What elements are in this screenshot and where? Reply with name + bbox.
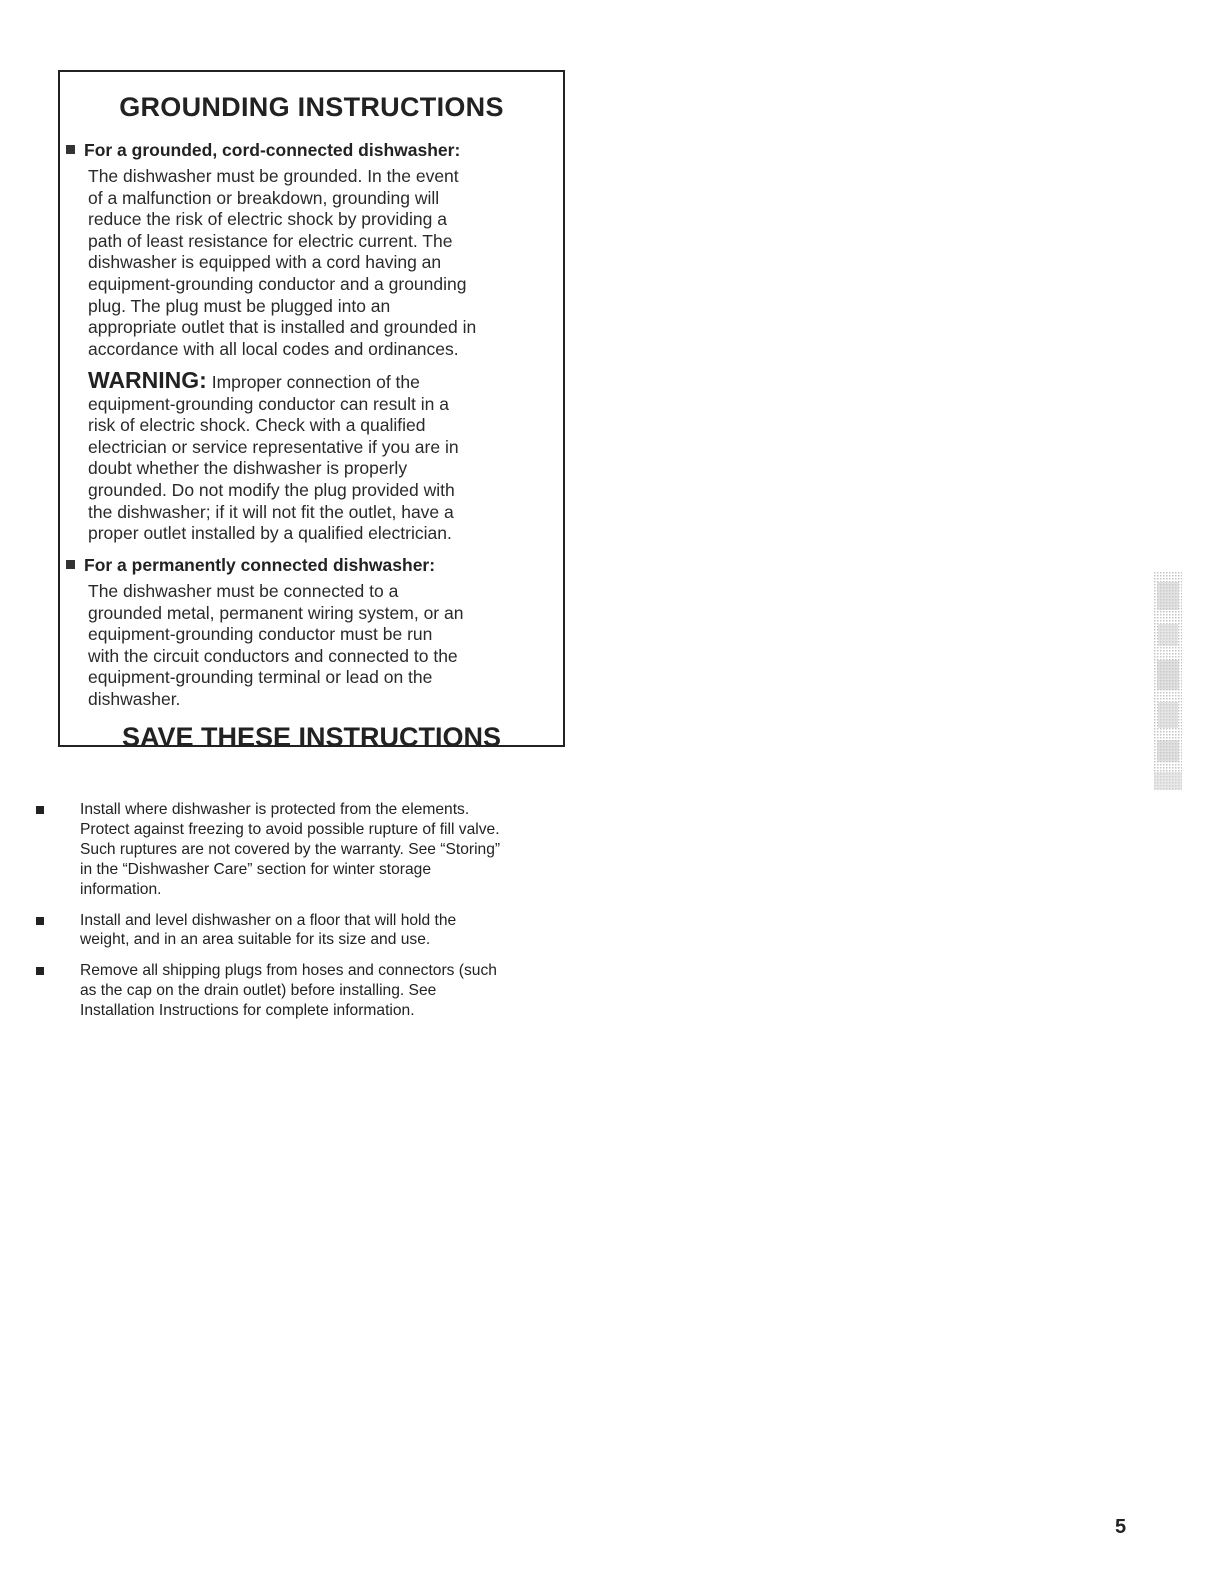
paragraph-line: equipment-grounding conductor and a grounding — [88, 273, 467, 294]
bullet-square-icon — [36, 917, 44, 925]
bullet-square-icon — [36, 806, 44, 814]
bullet-line: information. — [80, 880, 162, 898]
paragraph-line: The dishwasher must be connected to a — [88, 581, 399, 601]
bullet-square-icon — [36, 967, 44, 975]
paragraph-line: The dishwasher must be grounded. In the event — [88, 166, 459, 186]
section-tab-icon — [1154, 572, 1182, 790]
page-number: 5 — [1115, 1516, 1127, 1538]
grounding-instructions-box — [58, 70, 565, 752]
paragraph-line: equipment-grounding conductor can result in a — [88, 393, 449, 414]
corded-dishwasher-heading — [66, 140, 460, 161]
paragraph-line: reduce the risk of electric shock by providing a — [88, 209, 447, 230]
bullet-line: Remove all shipping plugs from hoses and connectors (such — [80, 962, 497, 980]
corded-heading-text: For a grounded, cord-connected dishwasher: — [84, 140, 461, 160]
warning-first-text: Improper connection of the — [211, 372, 420, 392]
paragraph-line: accordance with all local codes and ordinances. — [88, 338, 459, 359]
bullet-square-icon — [66, 560, 75, 569]
paragraph-line: dishwasher is equipped with a cord having an — [88, 252, 442, 273]
paragraph-line: grounded. Do not modify the plug provided with — [88, 479, 455, 500]
list-item — [36, 800, 576, 900]
list-item — [36, 961, 576, 1021]
paragraph-line: the dishwasher; if it will not fit the outlet, have a — [88, 501, 454, 522]
installation-bullet-list — [36, 800, 576, 1032]
paragraph-line: of a malfunction or breakdown, grounding will — [88, 187, 440, 208]
permanent-dishwasher-heading — [66, 555, 435, 576]
paragraph-line: risk of electric shock. Check with a qualified — [88, 415, 426, 436]
bullet-line: Such ruptures are not covered by the warranty. See “Storing” — [80, 840, 501, 858]
paragraph-line: grounded metal, permanent wiring system, or an — [88, 602, 464, 623]
corded-paragraph — [88, 166, 558, 360]
bullet-line: weight, and in an area suitable for its size and use. — [80, 931, 431, 949]
bullet-line: Protect against freezing to avoid possible rupture of fill valve. — [80, 820, 500, 838]
warning-paragraph — [88, 367, 558, 545]
paragraph-line: with the circuit conductors and connected to the — [88, 645, 458, 666]
bullet-line: Install and level dishwasher on a floor that will hold the — [80, 911, 457, 929]
paragraph-line: appropriate outlet that is installed and grounded in — [88, 317, 477, 338]
bullet-line: in the “Dishwasher Care” section for winter storage — [80, 860, 432, 878]
paragraph-line: dishwasher. — [88, 688, 181, 709]
list-item — [36, 911, 576, 951]
warning-label: WARNING: — [88, 367, 207, 393]
bullet-square-icon — [66, 145, 75, 154]
paragraph-line: plug. The plug must be plugged into an — [88, 295, 391, 316]
paragraph-line: proper outlet installed by a qualified electrician. — [88, 523, 452, 544]
paragraph-line: equipment-grounding terminal or lead on the — [88, 667, 433, 688]
permanent-paragraph — [88, 581, 558, 711]
warning-first-line — [88, 367, 558, 394]
paragraph-line: doubt whether the dishwasher is properly — [88, 458, 408, 479]
save-instructions-title: SAVE THESE INSTRUCTIONS — [121, 722, 502, 752]
bullet-line: as the cap on the drain outlet) before installing. See — [80, 982, 437, 1000]
paragraph-line: electrician or service representative if you are in — [88, 436, 459, 457]
grounding-title: GROUNDING INSTRUCTIONS — [119, 92, 504, 122]
bullet-line: Install where dishwasher is protected from the elements. — [80, 801, 470, 818]
permanent-heading-text: For a permanently connected dishwasher: — [84, 555, 436, 575]
bullet-line: Installation Instructions for complete information. — [80, 1002, 415, 1020]
paragraph-line: equipment-grounding conductor must be run — [88, 624, 433, 645]
paragraph-line: path of least resistance for electric current. The — [88, 230, 453, 251]
